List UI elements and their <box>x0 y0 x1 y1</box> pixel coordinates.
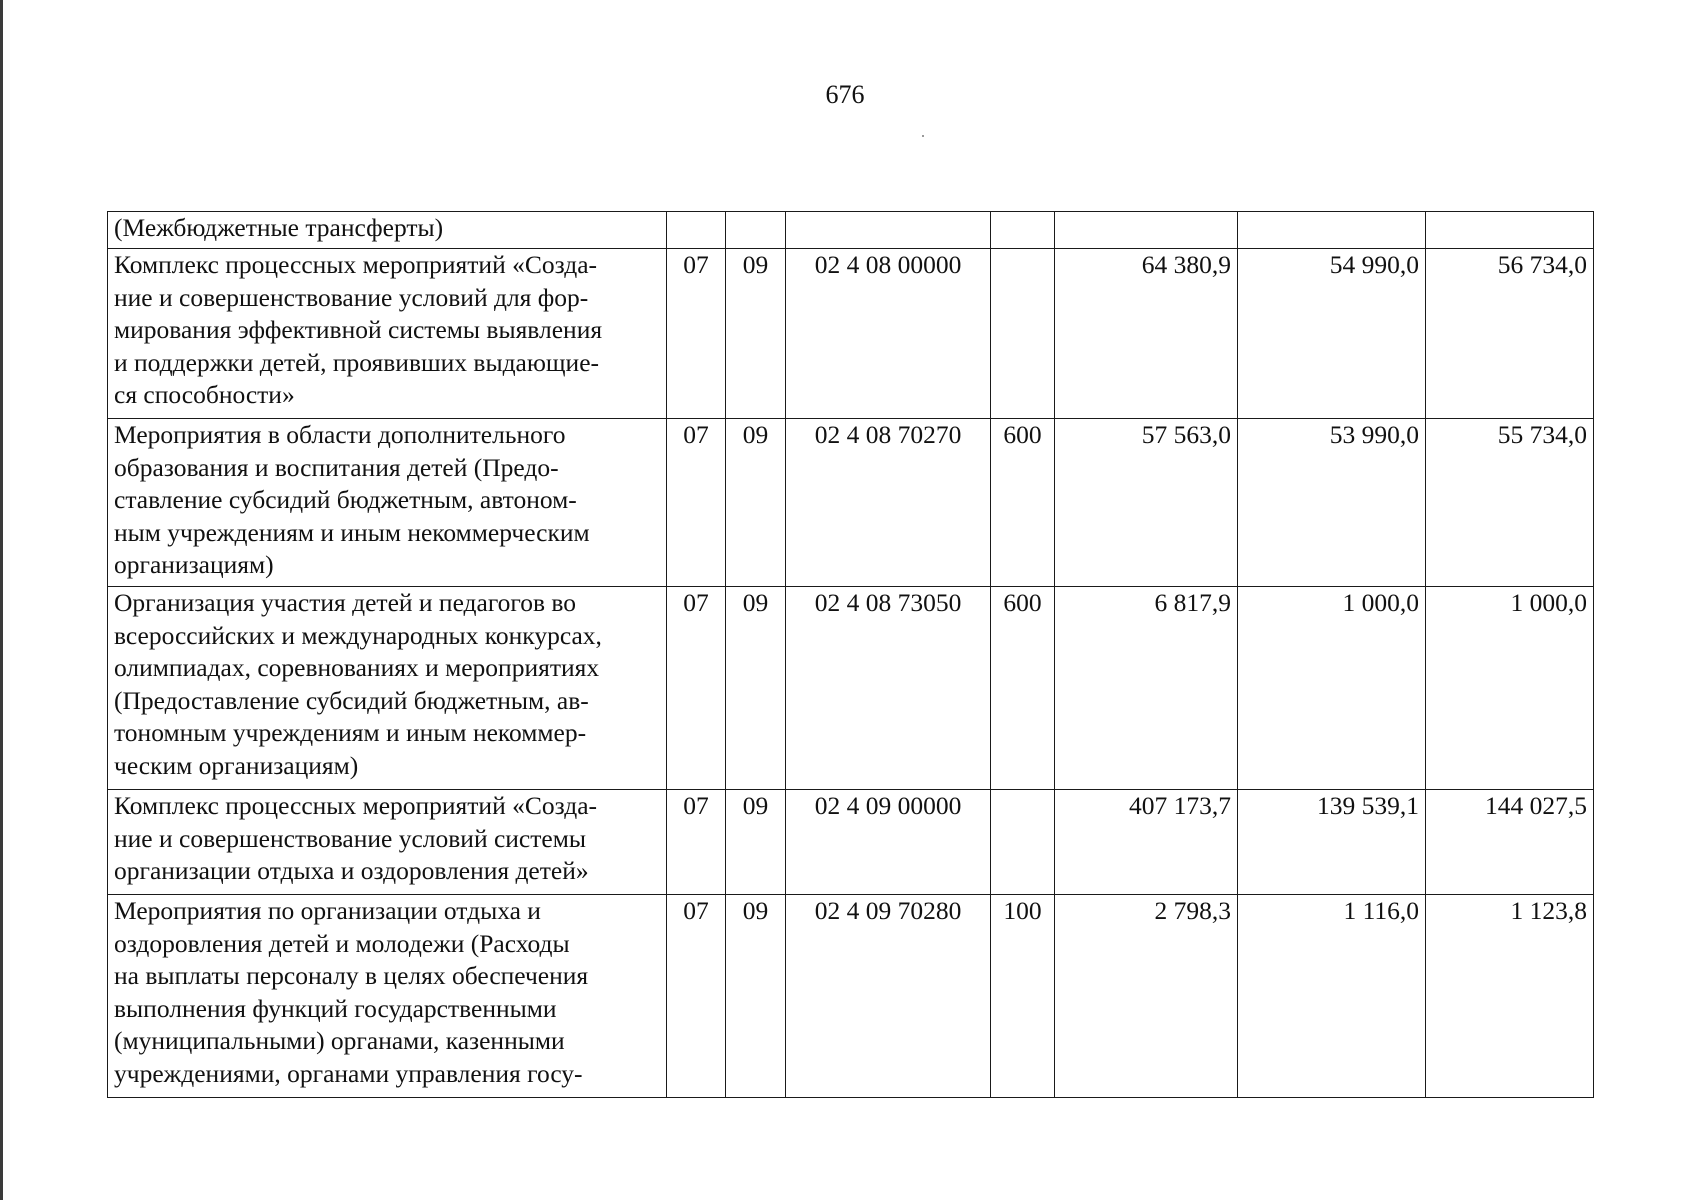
amount-year2-cell: 139 539,1 <box>1238 790 1426 895</box>
row-name-cell <box>108 249 667 419</box>
row-name-line: Мероприятия в области дополнительного <box>114 420 566 449</box>
amount-year1-cell: 57 563,0 <box>1055 419 1238 587</box>
table-row <box>108 587 1594 790</box>
section-code-cell: 07 <box>667 249 726 419</box>
row-name-line: ным учреждениям и иным некоммерческим <box>114 517 590 547</box>
budget-table <box>107 211 1594 1098</box>
amount-year3-cell <box>1426 212 1594 249</box>
row-name-cell <box>108 419 667 587</box>
scan-speck <box>922 135 924 137</box>
table-row <box>108 212 1594 249</box>
amount-year1-cell <box>1055 212 1238 249</box>
row-name-line: (Межбюджетные трансферты) <box>114 213 444 242</box>
subsection-code-cell: 09 <box>726 895 786 1098</box>
table-row <box>108 895 1594 1098</box>
amount-year2-cell: 1 116,0 <box>1238 895 1426 1098</box>
row-name-line: (муниципальными) органами, казенными <box>114 1026 565 1055</box>
scan-left-edge <box>0 0 3 1200</box>
amount-year1-cell: 6 817,9 <box>1055 587 1238 790</box>
row-name-line: (Предоставление субсидий бюджетным, ав- <box>114 685 589 715</box>
row-name-cell <box>108 212 667 249</box>
amount-year2-cell: 1 000,0 <box>1238 587 1426 790</box>
row-name-line: ческим организациям) <box>114 750 359 780</box>
row-name-cell <box>108 895 667 1098</box>
row-name-line: Комплекс процессных мероприятий «Созда- <box>114 791 598 820</box>
target-article-cell <box>786 212 991 249</box>
target-article-cell: 02 4 08 00000 <box>786 249 991 419</box>
subsection-code-cell: 09 <box>726 419 786 587</box>
expense-type-cell <box>991 249 1055 419</box>
target-article-cell: 02 4 09 70280 <box>786 895 991 1098</box>
expense-type-cell: 600 <box>991 419 1055 587</box>
row-name-line: ся способности» <box>114 380 295 409</box>
expense-type-cell <box>991 790 1055 895</box>
amount-year1-cell: 2 798,3 <box>1055 895 1238 1098</box>
page-number: 676 <box>825 80 865 109</box>
target-article-cell: 02 4 09 00000 <box>786 790 991 895</box>
row-name-line: олимпиадах, соревнованиях и мероприятиях <box>114 653 600 682</box>
amount-year3-cell: 1 123,8 <box>1426 895 1594 1098</box>
row-name-line: ние и совершенствование условий для фор- <box>114 282 589 312</box>
table-row <box>108 249 1594 419</box>
amount-year3-cell: 144 027,5 <box>1426 790 1594 895</box>
section-code-cell <box>667 212 726 249</box>
table-row <box>108 790 1594 895</box>
row-name-line: и поддержки детей, проявивших выдающие- <box>114 347 600 377</box>
row-name-line: тономным учреждениям и иным некоммер- <box>114 718 587 747</box>
row-name-line: Организация участия детей и педагогов во <box>114 588 577 617</box>
amount-year2-cell <box>1238 212 1426 249</box>
subsection-code-cell: 09 <box>726 249 786 419</box>
amount-year1-cell: 407 173,7 <box>1055 790 1238 895</box>
expense-type-cell: 600 <box>991 587 1055 790</box>
subsection-code-cell: 09 <box>726 587 786 790</box>
row-name-cell <box>108 790 667 895</box>
section-code-cell: 07 <box>667 790 726 895</box>
amount-year3-cell: 56 734,0 <box>1426 249 1594 419</box>
row-name-line: образования и воспитания детей (Предо- <box>114 452 559 482</box>
amount-year3-cell: 1 000,0 <box>1426 587 1594 790</box>
section-code-cell: 07 <box>667 895 726 1098</box>
table-row <box>108 419 1594 587</box>
section-code-cell: 07 <box>667 419 726 587</box>
amount-year1-cell: 64 380,9 <box>1055 249 1238 419</box>
subsection-code-cell <box>726 212 786 249</box>
row-name-line: Комплекс процессных мероприятий «Созда- <box>114 250 598 279</box>
expense-type-cell <box>991 212 1055 249</box>
row-name-line: на выплаты персоналу в целях обеспечения <box>114 961 589 990</box>
table-body <box>108 212 1594 1098</box>
expense-type-cell: 100 <box>991 895 1055 1098</box>
row-name-line: мирования эффективной системы выявления <box>114 315 603 344</box>
row-name-cell <box>108 587 667 790</box>
subsection-code-cell: 09 <box>726 790 786 895</box>
row-name-line: Мероприятия по организации отдыха и <box>114 896 541 925</box>
amount-year3-cell: 55 734,0 <box>1426 419 1594 587</box>
row-name-line: организациям) <box>114 550 274 579</box>
row-name-line: организации отдыха и оздоровления детей» <box>114 856 589 885</box>
row-name-line: оздоровления детей и молодежи (Расходы <box>114 928 570 958</box>
row-name-line: всероссийских и международных конкурсах, <box>114 620 602 650</box>
row-name-line: ставление субсидий бюджетным, автоном- <box>114 485 577 514</box>
target-article-cell: 02 4 08 70270 <box>786 419 991 587</box>
row-name-line: учреждениями, органами управления госу- <box>114 1058 583 1088</box>
amount-year2-cell: 54 990,0 <box>1238 249 1426 419</box>
amount-year2-cell: 53 990,0 <box>1238 419 1426 587</box>
section-code-cell: 07 <box>667 587 726 790</box>
row-name-line: ние и совершенствование условий системы <box>114 823 586 853</box>
target-article-cell: 02 4 08 73050 <box>786 587 991 790</box>
row-name-line: выполнения функций государственными <box>114 993 557 1023</box>
